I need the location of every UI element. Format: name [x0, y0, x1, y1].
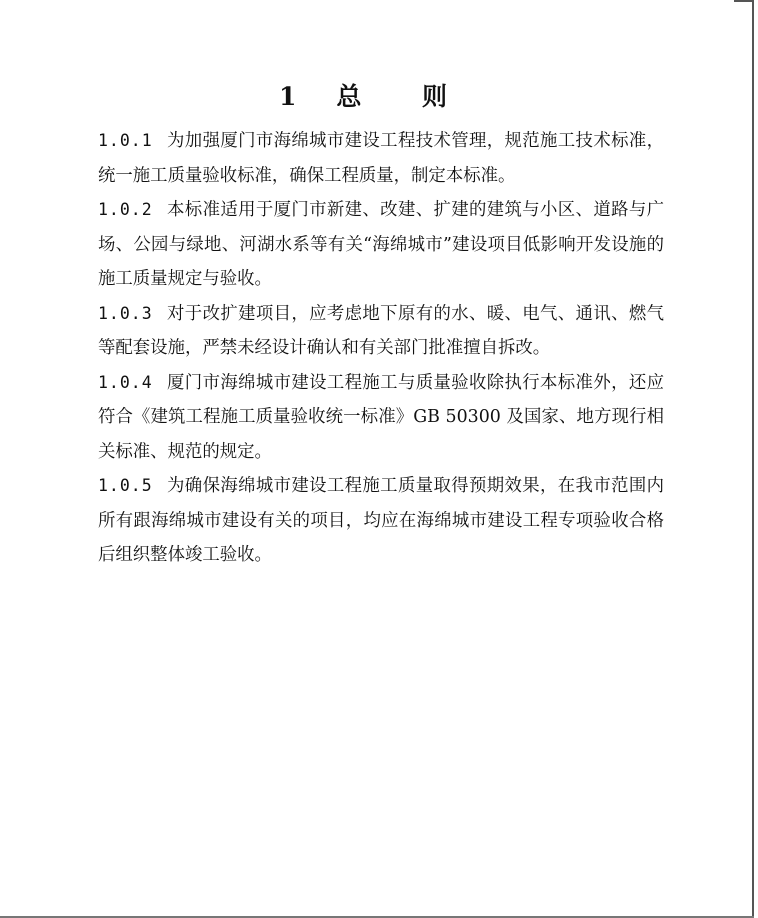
- clause-text: 为加强厦门市海绵城市建设工程技术管理，规范施工技术标准，统一施工质量验收标准，确保工程质量，制定本标准。: [98, 131, 664, 186]
- chapter-title-text: 总 则: [336, 81, 474, 111]
- clause-number: 1.0.1: [98, 131, 153, 150]
- page-border-top: [734, 0, 754, 2]
- clause-text: 厦门市海绵城市建设工程施工与质量验收除执行本标准外，还应符合《建筑工程施工质量验收统一标准》GB 50300 及国家、地方现行相关标准、规范的规定。: [98, 372, 664, 462]
- clause-text: 为确保海绵城市建设工程施工质量取得预期效果，在我市范围内所有跟海绵城市建设有关的项目，均应在海绵城市建设工程专项验收合格后组织整体竣工验收。: [98, 476, 664, 565]
- clause-1-0-1: [98, 124, 664, 193]
- clause-number: 1.0.3: [98, 303, 153, 323]
- page-border-right: [752, 0, 754, 918]
- clause-number: 1.0.4: [98, 372, 153, 392]
- clause-list: [98, 124, 664, 573]
- clause-1-0-2: [98, 193, 664, 297]
- clause-text: 对于改扩建项目，应考虑地下原有的水、暖、电气、通讯、燃气等配套设施，严禁未经设计确认和有关部门批准擅自拆改。: [98, 303, 664, 358]
- clause-1-0-3: [98, 297, 664, 366]
- clause-1-0-4: [98, 366, 664, 470]
- chapter-title: [0, 79, 752, 115]
- chapter-number: 1: [278, 81, 299, 111]
- clause-number: 1.0.2: [98, 200, 153, 219]
- clause-number: 1.0.5: [98, 476, 153, 495]
- clause-1-0-5: [98, 469, 664, 573]
- clause-text: 本标准适用于厦门市新建、改建、扩建的建筑与小区、道路与广场、公园与绿地、河湖水系等有关“海绵城市”建设项目低影响开发设施的施工质量规定与验收。: [98, 200, 664, 289]
